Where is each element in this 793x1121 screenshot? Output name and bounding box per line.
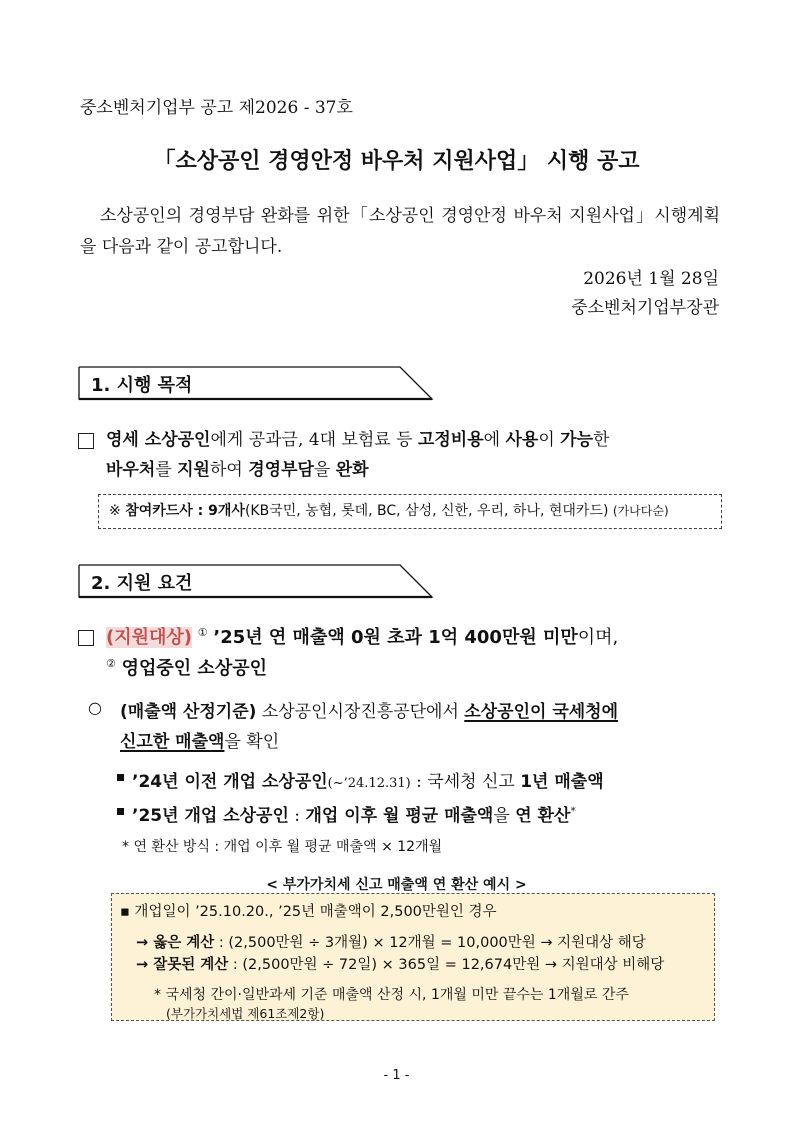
correct-formula: : (2,500만원 ÷ 3개월) × 12개월 = 10,000만원 → 지원대상 해당 (214, 935, 646, 951)
purpose-emphasis: 고정비용 (417, 430, 484, 450)
example-legal-reference: (부가가치세법 제61조제2항) (166, 1006, 325, 1021)
example-box (111, 893, 715, 1021)
example-correct-calc (136, 931, 646, 952)
cards-order-note: (가나다순) (612, 504, 669, 518)
purpose-emphasis: 지원 (177, 460, 210, 480)
page-title: 「소상공인 경영안정 바우처 지원사업」 시행 공고 (153, 149, 640, 174)
purpose-line-1 (106, 426, 609, 454)
purpose-emphasis: 완화 (335, 460, 369, 480)
condition-1-marker: ① (197, 626, 208, 639)
page-number: - 1 - (383, 1068, 410, 1083)
purpose-line-2 (106, 455, 369, 480)
square-bullet-icon (117, 808, 124, 815)
purpose-text: 에 (483, 430, 506, 450)
checkbox-icon (78, 630, 94, 646)
rule-emphasis: 연 환산 (515, 806, 571, 826)
revenue-basis-emphasis: 소상공인이 국세청에 (464, 702, 619, 722)
participating-cards-box (98, 494, 722, 529)
section-2-title: 2. 지원 요건 (91, 573, 193, 594)
rule-text: 을 (493, 806, 516, 826)
cards-label: 참여카드사 : 9개사 (125, 503, 245, 519)
revenue-basis-text: 을 확인 (224, 732, 280, 752)
purpose-text: 를 (155, 460, 178, 480)
circle-bullet-icon: ○ (88, 698, 102, 717)
rule-emphasis: 개업 이후 월 평균 매출액 (305, 806, 494, 826)
revenue-basis-line-2 (120, 727, 279, 752)
purpose-emphasis: 바우처 (106, 460, 156, 480)
section-1-heading (78, 364, 434, 401)
section-1-title: 1. 시행 목적 (91, 375, 193, 396)
rule-subject: ’25년 개업 소상공인 (132, 806, 289, 826)
purpose-text: 이 (538, 430, 561, 450)
example-wrong-calc (136, 953, 664, 974)
target-tag: (지원대상) (106, 627, 193, 648)
target-line-2 (106, 654, 267, 680)
revenue-basis-emphasis: 신고한 매출액 (120, 732, 225, 752)
example-case: ▪ 개업일이 ’25.10.20., ’25년 매출액이 2,500만원인 경우 (120, 904, 497, 920)
rule-text: : (288, 806, 306, 826)
cards-list: (KB국민, 농협, 롯데, BC, 삼성, 신한, 우리, 하나, 현대카드) (244, 503, 609, 519)
wrong-formula: : (2,500만원 ÷ 72일) × 365일 = 12,674만원 → 지원대상 비해당 (228, 957, 665, 973)
purpose-emphasis: 영세 소상공인 (106, 430, 211, 450)
revenue-rule-before-2024 (132, 767, 604, 792)
purpose-emphasis: 가능 (560, 430, 593, 450)
purpose-emphasis: 사용 (505, 430, 539, 450)
intro-paragraph: 소상공인의 경영부담 완화를 위한「소상공인 경영안정 바우처 지원사업」시행계획을 다음과 같이 공고합니다. (80, 206, 720, 257)
notice-number: 중소벤처기업부 공고 제2026 - 37호 (80, 98, 353, 118)
purpose-emphasis: 경영부담 (248, 460, 314, 480)
rule-period: (~’24.12.31) (327, 776, 411, 791)
purpose-text: 한 (593, 430, 610, 450)
wrong-label: → 잘못된 계산 (136, 957, 229, 973)
example-heading: < 부가가치세 신고 매출액 연 환산 예시 > (266, 877, 527, 893)
square-bullet-icon (117, 774, 124, 781)
purpose-text: 하여 (209, 460, 249, 480)
revenue-basis-tag: (매출액 산정기준) (120, 702, 257, 722)
notice-date: 2026년 1월 28일 (583, 269, 719, 289)
condition-1: ’25년 연 매출액 0원 초과 1억 400만원 미만 (213, 627, 578, 648)
revenue-basis-line-1 (120, 697, 618, 722)
purpose-text: 을 (313, 460, 336, 480)
cards-prefix: ※ (109, 503, 126, 519)
target-line-1 (106, 623, 618, 649)
revenue-basis-text: 소상공인시장진흥공단에서 (256, 702, 465, 722)
issuer-name: 중소벤처기업부장관 (571, 298, 719, 318)
example-footnote: * 국세청 간이·일반과세 기준 매출액 산정 시, 1개월 미만 끝수는 1개월로 간주 (154, 987, 629, 1003)
condition-2: 영업중인 소상공인 (121, 658, 267, 679)
checkbox-icon (78, 433, 94, 449)
correct-label: → 옳은 계산 (136, 935, 215, 951)
footnote-star: * (570, 804, 576, 818)
annualization-note: * 연 환산 방식 : 개업 이후 월 평균 매출액 × 12개월 (122, 839, 443, 855)
section-2-heading (78, 562, 434, 599)
revenue-rule-2025 (132, 801, 576, 826)
purpose-text: 에게 공과금, 4대 보험료 등 (210, 430, 418, 450)
condition-2-marker: ② (106, 657, 116, 670)
rule-subject: ’24년 이전 개업 소상공인 (132, 772, 328, 792)
rule-emphasis: 1년 매출액 (520, 772, 604, 792)
condition-1-tail: 이며, (577, 627, 619, 648)
rule-text: : 국세청 신고 (410, 772, 521, 792)
